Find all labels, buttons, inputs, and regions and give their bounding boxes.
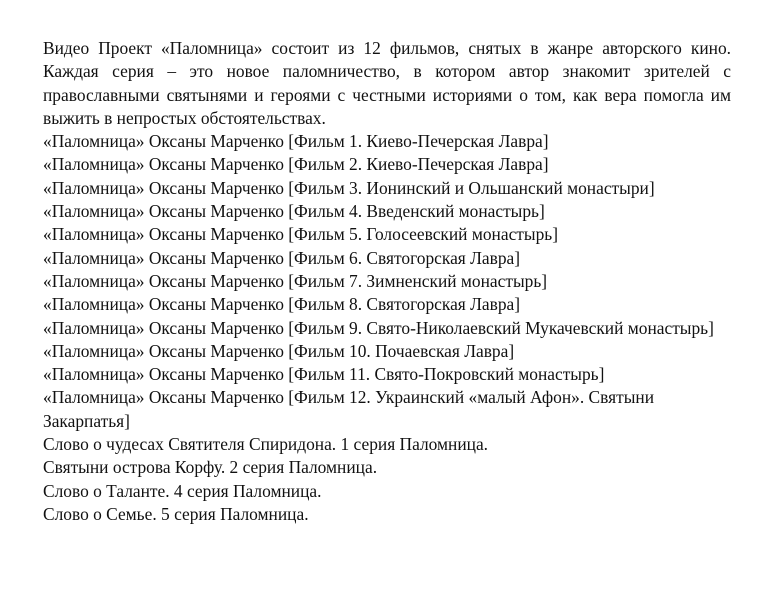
film-item-5: «Паломница» Оксаны Марченко [Фильм 5. Голосеевский монастырь] xyxy=(43,224,558,245)
film-item-12: «Паломница» Оксаны Марченко [Фильм 12. Украинский «малый Афон». Святыни Закарпатья] xyxy=(43,387,655,431)
film-item-7: «Паломница» Оксаны Марченко [Фильм 7. Зимненский монастырь] xyxy=(43,270,548,291)
episode-item-1: Слово о чудесах Святителя Спиридона. 1 серия Паломница. xyxy=(43,434,489,455)
film-item-3: «Паломница» Оксаны Марченко [Фильм 3. Ионинский и Ольшанский монастыри] xyxy=(43,177,655,198)
film-item-4: «Паломница» Оксаны Марченко [Фильм 4. Введенский монастырь] xyxy=(43,201,545,222)
episode-item-2: Святыни острова Корфу. 2 серия Паломница. xyxy=(43,457,378,478)
film-item-10: «Паломница» Оксаны Марченко [Фильм 10. Почаевская Лавра] xyxy=(43,340,515,361)
film-item-11: «Паломница» Оксаны Марченко [Фильм 11. Свято-Покровский монастырь] xyxy=(43,364,605,385)
intro-paragraph: Видео Проект «Паломница» состоит из 12 фильмов, снятых в жанре авторского кино. Каждая серия – это новое паломничество, в котором автор знакомит зрителей с православными святынями и героями с честными историями о том, как вера помогла им выжить в непростых обстоятельствах. xyxy=(43,38,731,128)
film-item-6: «Паломница» Оксаны Марченко [Фильм 6. Святогорская Лавра] xyxy=(43,247,521,268)
episode-item-4: Слово о Семье. 5 серия Паломница. xyxy=(43,503,309,524)
film-item-9: «Паломница» Оксаны Марченко [Фильм 9. Свято-Николаевский Мукачевский монастырь] xyxy=(43,317,714,338)
episode-item-3: Слово о Таланте. 4 серия Паломница. xyxy=(43,480,322,501)
episode-list xyxy=(43,433,731,526)
film-item-1: «Паломница» Оксаны Марченко [Фильм 1. Киево-Печерская Лавра] xyxy=(43,131,549,152)
film-list xyxy=(43,130,731,433)
document-page xyxy=(43,37,731,526)
film-item-2: «Паломница» Оксаны Марченко [Фильм 2. Киево-Печерская Лавра] xyxy=(43,154,549,175)
film-item-8: «Паломница» Оксаны Марченко [Фильм 8. Святогорская Лавра] xyxy=(43,294,521,315)
